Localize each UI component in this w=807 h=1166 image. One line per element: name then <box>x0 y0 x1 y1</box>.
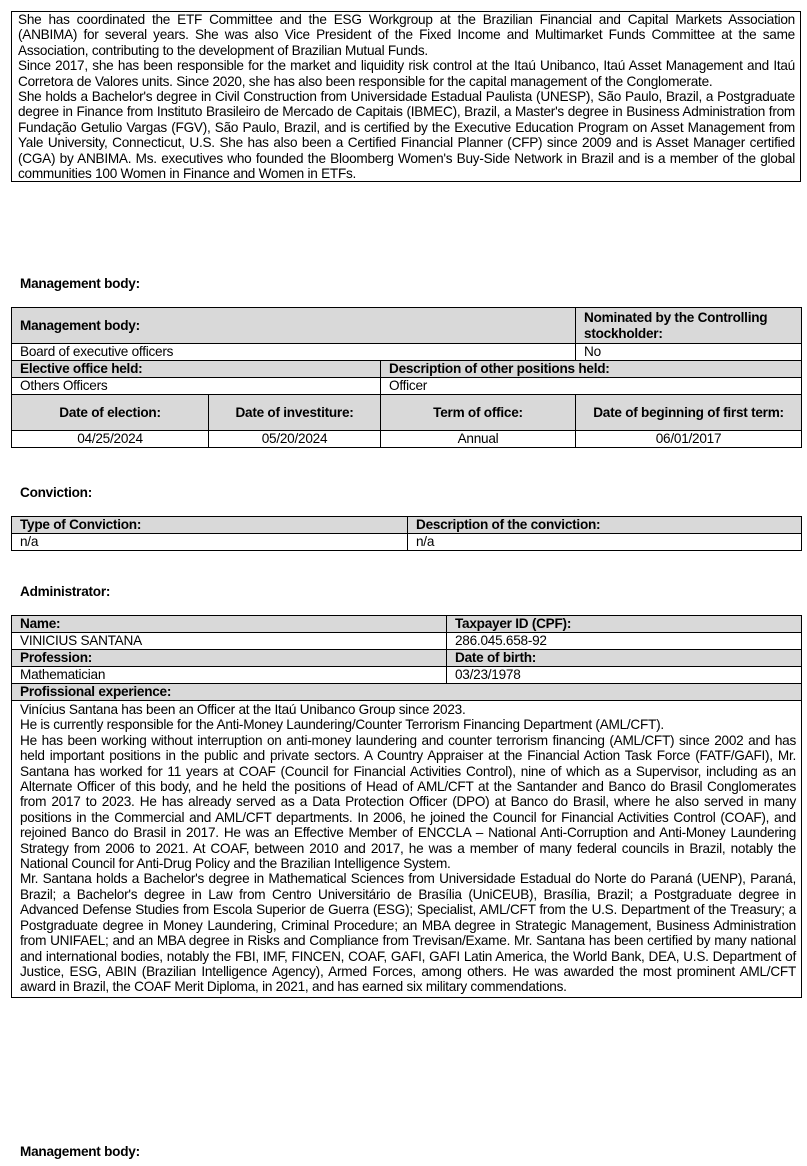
header-date-birth: Date of birth: <box>447 650 802 667</box>
section-title-management-body-2: Management body: <box>20 1144 140 1159</box>
administrator-table <box>11 615 802 998</box>
header-management-body: Management body: <box>12 308 576 344</box>
bio-paragraph: She holds a Bachelor's degree in Civil Construction from Universidade Estadual Paulista (UNESP), São Paulo, Brazil, a Postgraduate degree in Finance from Instituto Brasileiro de Mercado de Capitais (IBMEC), Brazil, a Master's degree in Business Administration from Fundação Getulio Vargas (FGV), São Paulo, Brazil, and is certified by the Executive Education Program on Asset Management from Yale University, Connecticut, U.S. She has also been a Certified Financial Planner (CFP) since 2009 and is Asset Manager certified (CGA) by ANBIMA. Ms. executives who founded the Bloomberg Women's Buy-Side Network in Brazil and is a member of the global communities 100 Women in Finance and Women in ETFs. <box>18 89 795 182</box>
section-title-administrator: Administrator: <box>20 584 111 599</box>
header-professional-experience: Profissional experience: <box>12 684 802 701</box>
management-body-value: Board of executive officers <box>12 344 576 361</box>
experience-paragraph: He is currently responsible for the Anti-Money Laundering/Counter Terrorism Financing Department (AML/CFT). <box>20 717 664 733</box>
experience-paragraph: Vinícius Santana has been an Officer at the Itaú Unibanco Group since 2023. <box>20 702 466 717</box>
first-term-value: 06/01/2017 <box>576 431 802 448</box>
professional-experience-text <box>12 701 802 998</box>
profession-value: Mathematician <box>12 667 447 684</box>
header-date-investiture: Date of investiture: <box>209 395 381 431</box>
bio-paragraph: Since 2017, she has been responsible for the market and liquidity risk control at the Itaú Unibanco, Itaú Asset Management and Itaú Corretora de Valores units. Since 2020, she has also been responsible for the capital management of the Conglomerate. <box>18 58 795 89</box>
section-title-conviction: Conviction: <box>20 485 93 500</box>
management-body-table <box>11 307 802 448</box>
header-taxpayer-id: Taxpayer ID (CPF): <box>447 616 802 633</box>
header-name: Name: <box>12 616 447 633</box>
bio-paragraph: She has coordinated the ETF Committee and the ESG Workgroup at the Brazilian Financial and Capital Markets Association (ANBIMA) for several years. She was also Vice President of the Fixed Income and Multimarket Funds Committee at the same Association, contributing to the development of Brazilian Mutual Funds. <box>18 12 795 58</box>
header-elective-office: Elective office held: <box>12 361 381 378</box>
header-first-term: Date of beginning of first term: <box>576 395 802 431</box>
header-profession: Profession: <box>12 650 447 667</box>
section-title-management-body: Management body: <box>20 276 140 291</box>
name-value: VINICIUS SANTANA <box>12 633 447 650</box>
other-positions-value: Officer <box>381 378 802 395</box>
nominated-value: No <box>576 344 802 361</box>
bio-box <box>11 11 801 182</box>
date-birth-value: 03/23/1978 <box>447 667 802 684</box>
term-office-value: Annual <box>381 431 576 448</box>
conviction-type-value: n/a <box>12 534 408 551</box>
header-date-election: Date of election: <box>12 395 209 431</box>
date-election-value: 04/25/2024 <box>12 431 209 448</box>
conviction-description-value: n/a <box>408 534 802 551</box>
experience-paragraph: Mr. Santana holds a Bachelor's degree in Mathematical Sciences from Universidade Estadual do Norte do Paraná (UENP), Paraná, Brazil; a Bachelor's degree in Law from Centro Universitário de Brasília (UniCEUB), Brasília, Brazil; a Postgraduate degree in Advanced Defense Studies from Escola Superior de Guerra (ESG); Specialist, AML/CFT from the U.S. Department of the Treasury; a Postgraduate degree in Money Laundering, Criminal Procedure; an MBA degree in Strategic Management, Business Administration from UNIFAEL; and an MBA degree in Risks and Compliance from Trevisan/Exame. Mr. Santana has been certified by many national and international bodies, notably the FBI, IMF, FINCEN, COAF, GAFI, GAFI Latin America, the World Bank, DEA, U.S. Department of Justice, ESG, ABIN (Brazilian Intelligence Agency), Armed Forces, among others. He was awarded the most prominent AML/CFT award in Brazil, the COAF Merit Diploma, in 2021, and has earned six military commendations. <box>20 871 796 995</box>
taxpayer-id-value: 286.045.658-92 <box>447 633 802 650</box>
header-term-office: Term of office: <box>381 395 576 431</box>
date-investiture-value: 05/20/2024 <box>209 431 381 448</box>
elective-office-value: Others Officers <box>12 378 381 395</box>
header-nominated: Nominated by the Controlling stockholder: <box>576 308 802 344</box>
conviction-table <box>11 516 802 551</box>
header-conviction-type: Type of Conviction: <box>12 517 408 534</box>
header-other-positions: Description of other positions held: <box>381 361 802 378</box>
experience-paragraph: He has been working without interruption on anti-money laundering and counter terrorism financing (AML/CFT) since 2002 and has held important positions in the public and private sectors. A Country Appraiser at the Financial Action Task Force (FATF/GAFI), Mr. Santana has worked for 11 years at COAF (Council for Financial Activities Control), nine of which as a Supervisor, including as an Alternate Officer of this body, and he held the positions of Head of AML/CFT at the Santander and Banco do Brasil Conglomerates from 2017 to 2023. He has already served as a Data Protection Officer (DPO) at Banco do Brasil, where he also served in many positions in the Commercial and AML/CFT departments. In 2006, he joined the Council for Financial Activities Control (COAF), and rejoined Banco do Brasil in 2017. He was an Effective Member of ENCCLA – National Anti-Corruption and Anti-Money Laundering Strategy from 2006 to 2021. At COAF, between 2010 and 2017, he was a member of many federal councils in Brazil, notably the National Council for Anti-Drug Policy and the Brazilian Intelligence System. <box>20 732 796 872</box>
header-conviction-description: Description of the conviction: <box>408 517 802 534</box>
